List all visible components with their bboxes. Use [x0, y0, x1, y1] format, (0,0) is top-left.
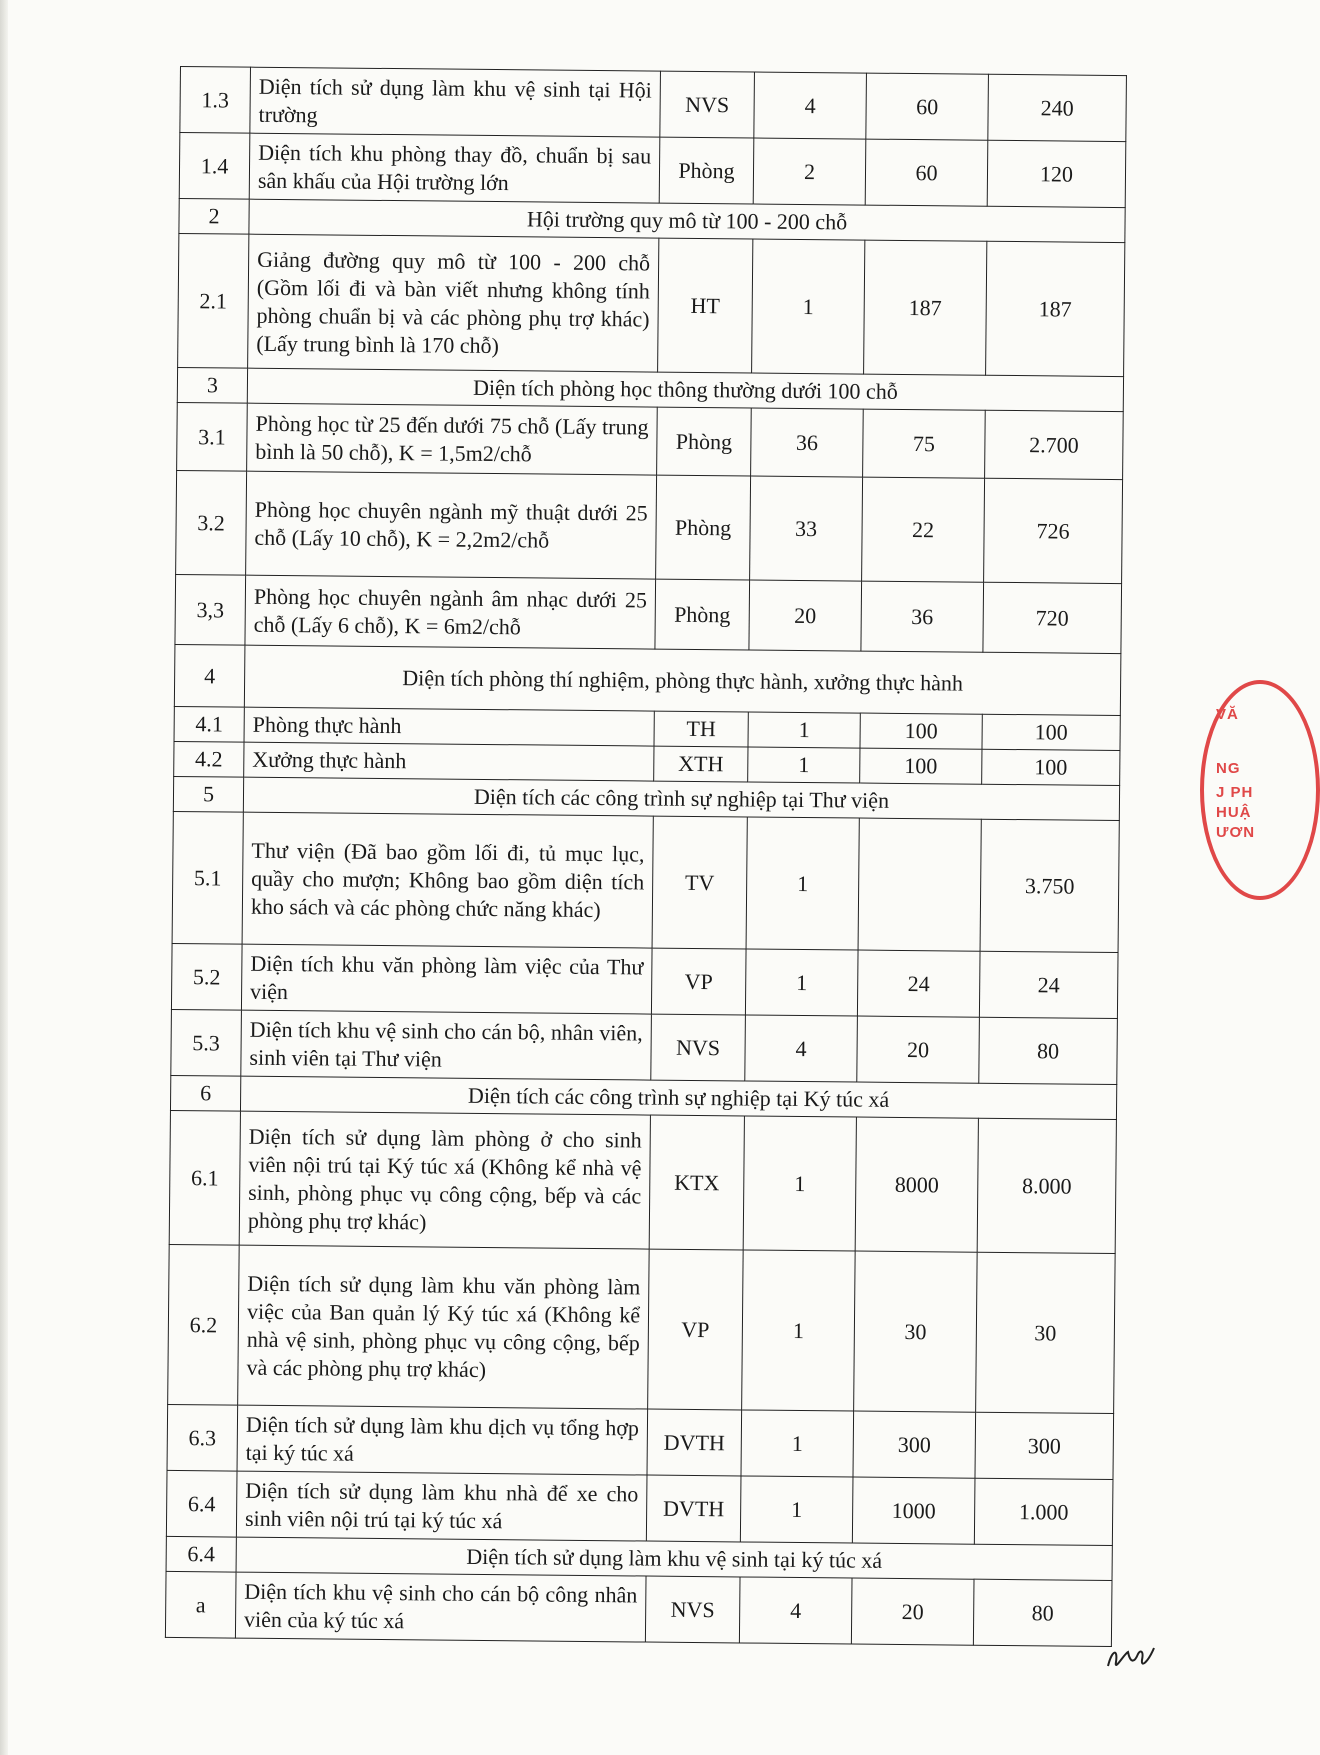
section-title: Diện tích các công trình sự nghiệp tại Thư viện — [243, 777, 1119, 820]
item-name: Xưởng thực hành — [244, 742, 654, 781]
item-norm-area: 187 — [864, 240, 987, 375]
item-number: a — [165, 1571, 236, 1638]
item-name: Diện tích sử dụng làm phòng ở cho sinh viên nội trú tại Ký túc xá (Không kể nhà vệ sinh, phòng phục vụ công cộng, bếp và các phòng phụ trợ khác) — [239, 1111, 650, 1249]
table-row — [169, 1110, 1116, 1253]
item-quantity: 1 — [746, 817, 859, 950]
item-norm-area: 24 — [857, 950, 980, 1017]
table-row — [166, 1470, 1113, 1545]
item-number: 5.3 — [171, 1009, 242, 1076]
item-quantity: 4 — [745, 1015, 858, 1082]
item-name: Diện tích sử dụng làm khu nhà để xe cho sinh viên nội trú tại ký túc xá — [236, 1471, 647, 1541]
item-total-area: 24 — [979, 951, 1118, 1018]
item-number: 4.1 — [174, 706, 244, 742]
section-number: 5 — [173, 776, 243, 812]
item-norm-area: 8000 — [855, 1117, 978, 1252]
item-number: 3.1 — [177, 402, 248, 471]
stamp-text: NG — [1216, 760, 1241, 777]
table-body — [165, 67, 1126, 1647]
item-quantity: 33 — [750, 476, 863, 581]
item-number: 1.3 — [180, 67, 251, 134]
item-quantity: 1 — [742, 1250, 856, 1411]
item-name: Diện tích sử dụng làm khu văn phòng làm việc của Ban quản lý Ký túc xá (Không kể nhà vệ sinh, phòng phục vụ công cộng, bếp và các phòng phụ trợ khác) — [238, 1245, 650, 1409]
item-total-area: 300 — [975, 1412, 1114, 1479]
table-row — [168, 1244, 1115, 1413]
section-title: Diện tích sử dụng làm khu vệ sinh tại ký túc xá — [236, 1537, 1112, 1580]
item-total-area: 187 — [986, 241, 1125, 376]
item-unit: DVTH — [647, 1409, 742, 1476]
item-number: 6.2 — [168, 1244, 240, 1405]
area-allocation-table — [165, 66, 1127, 1647]
item-unit: TH — [654, 711, 748, 747]
section-row — [174, 644, 1121, 715]
item-number: 2.1 — [178, 233, 249, 368]
item-unit: Phòng — [656, 475, 751, 580]
table-row — [176, 470, 1123, 583]
item-total-area: 120 — [987, 140, 1126, 207]
item-number: 6.1 — [169, 1110, 240, 1245]
scan-edge — [0, 0, 8, 1755]
item-total-area: 3.750 — [980, 819, 1119, 952]
item-norm-area: 1000 — [852, 1477, 975, 1544]
item-norm-area: 300 — [853, 1411, 976, 1478]
item-quantity: 1 — [741, 1410, 854, 1477]
item-total-area: 100 — [982, 749, 1120, 785]
section-title: Diện tích phòng thí nghiệm, phòng thực hành, xưởng thực hành — [244, 645, 1121, 715]
item-name: Giảng đường quy mô từ 100 - 200 chỗ (Gồm lối đi và bàn viết nhưng không tính phòng chuẩn bị và các phòng phụ trợ khác) (Lấy trung bình là 170 chỗ) — [248, 234, 659, 372]
stamp-text: HUẬ — [1216, 804, 1252, 821]
item-unit: XTH — [654, 746, 748, 782]
item-total-area: 100 — [982, 714, 1120, 750]
item-quantity: 1 — [748, 747, 860, 783]
item-total-area: 240 — [988, 74, 1127, 141]
section-number: 6.4 — [166, 1536, 236, 1572]
item-norm-area: 22 — [862, 477, 985, 582]
item-number: 3.2 — [176, 470, 247, 575]
item-quantity: 20 — [749, 580, 862, 651]
table-row — [180, 67, 1127, 142]
item-quantity: 1 — [745, 949, 858, 1016]
item-unit: NVS — [660, 71, 755, 138]
item-norm-area: 100 — [860, 713, 982, 749]
item-name: Thư viện (Đã bao gồm lối đi, tủ mục lục, quầy cho mượn; Không bao gồm diện tích kho sách và các phòng chức năng khác) — [242, 812, 653, 948]
item-norm-area: 36 — [861, 581, 984, 652]
item-unit: HT — [658, 238, 753, 373]
item-norm-area: 20 — [851, 1578, 974, 1645]
item-quantity: 36 — [751, 408, 864, 477]
item-total-area: 80 — [979, 1017, 1118, 1084]
item-name: Diện tích khu vệ sinh cho cán bộ, nhân viên, sinh viên tại Thư viện — [241, 1010, 652, 1080]
table-row — [171, 943, 1118, 1018]
item-unit: Phòng — [655, 579, 750, 650]
item-quantity: 2 — [753, 138, 866, 205]
item-total-area: 1.000 — [974, 1478, 1113, 1545]
item-unit: NVS — [645, 1576, 740, 1643]
item-norm-area: 75 — [863, 409, 986, 478]
red-seal-stamp — [1200, 680, 1320, 900]
item-number: 5.2 — [171, 943, 242, 1010]
item-total-area: 720 — [983, 582, 1122, 653]
item-norm-area: 30 — [854, 1251, 978, 1412]
item-unit: KTX — [649, 1115, 744, 1250]
item-name: Diện tích khu văn phòng làm việc của Thư viện — [241, 944, 652, 1014]
item-quantity: 4 — [754, 72, 867, 139]
item-quantity: 1 — [743, 1116, 856, 1251]
table-row — [178, 233, 1125, 376]
item-name: Phòng học từ 25 đến dưới 75 chỗ (Lấy trung bình là 50 chỗ), K = 1,5m2/chỗ — [247, 403, 658, 475]
item-unit: VP — [651, 948, 746, 1015]
item-quantity: 1 — [748, 712, 860, 748]
section-number: 4 — [174, 644, 245, 707]
section-number: 3 — [177, 367, 247, 403]
item-name: Phòng học chuyên ngành âm nhạc dưới 25 chỗ (Lấy 6 chỗ), K = 6m2/chỗ — [245, 575, 656, 649]
section-number: 2 — [179, 198, 249, 234]
stamp-text: ƯƠN — [1216, 824, 1256, 841]
item-unit: Phòng — [657, 407, 752, 476]
table-row — [179, 133, 1126, 208]
item-total-area: 8.000 — [977, 1118, 1116, 1253]
item-number: 6.4 — [166, 1470, 237, 1537]
table-row — [177, 402, 1124, 479]
item-number: 3,3 — [175, 574, 246, 645]
item-norm-area: 20 — [857, 1016, 980, 1083]
item-name: Diện tích khu phòng thay đồ, chuẩn bị sau sân khấu của Hội trường lớn — [249, 133, 660, 203]
item-name: Diện tích sử dụng làm khu vệ sinh tại Hội trường — [250, 67, 661, 137]
stamp-text: VĂ — [1216, 706, 1239, 723]
item-unit: TV — [652, 816, 747, 949]
table-row — [172, 811, 1119, 952]
section-title: Hội trường quy mô từ 100 - 200 chỗ — [249, 199, 1125, 242]
item-name: Phòng thực hành — [244, 707, 654, 746]
stamp-text: J PH — [1216, 784, 1254, 801]
item-number: 5.1 — [172, 811, 243, 944]
item-number: 4.2 — [174, 741, 244, 777]
item-name: Phòng học chuyên ngành mỹ thuật dưới 25 chỗ (Lấy 10 chỗ), K = 2,2m2/chỗ — [246, 471, 657, 579]
item-number: 1.4 — [179, 133, 250, 200]
item-total-area: 30 — [976, 1252, 1116, 1413]
item-unit: VP — [648, 1249, 744, 1410]
item-quantity: 1 — [740, 1476, 853, 1543]
item-name: Diện tích khu vệ sinh cho cán bộ công nhân viên của ký túc xá — [235, 1572, 646, 1642]
item-unit: DVTH — [646, 1475, 741, 1542]
item-number: 6.3 — [167, 1404, 238, 1471]
item-norm-area — [858, 818, 981, 951]
item-norm-area: 60 — [865, 139, 988, 206]
item-total-area: 726 — [984, 478, 1123, 583]
item-norm-area: 100 — [860, 748, 982, 784]
section-title: Diện tích các công trình sự nghiệp tại Ký túc xá — [240, 1076, 1116, 1119]
item-total-area: 2.700 — [985, 410, 1124, 479]
table-row — [165, 1571, 1112, 1646]
table-row — [167, 1404, 1114, 1479]
item-total-area: 80 — [973, 1579, 1112, 1646]
item-quantity: 4 — [739, 1577, 852, 1644]
item-norm-area: 60 — [866, 73, 989, 140]
item-name: Diện tích sử dụng làm khu dịch vụ tổng hợp tại ký túc xá — [237, 1405, 648, 1475]
section-title: Diện tích phòng học thông thường dưới 100 chỗ — [247, 368, 1123, 411]
item-unit: Phòng — [659, 137, 754, 204]
section-number: 6 — [170, 1075, 240, 1111]
item-unit: NVS — [651, 1014, 746, 1081]
item-quantity: 1 — [752, 239, 865, 374]
signature-initials — [1104, 1640, 1158, 1676]
table-row — [171, 1009, 1118, 1084]
table-row — [175, 574, 1122, 653]
